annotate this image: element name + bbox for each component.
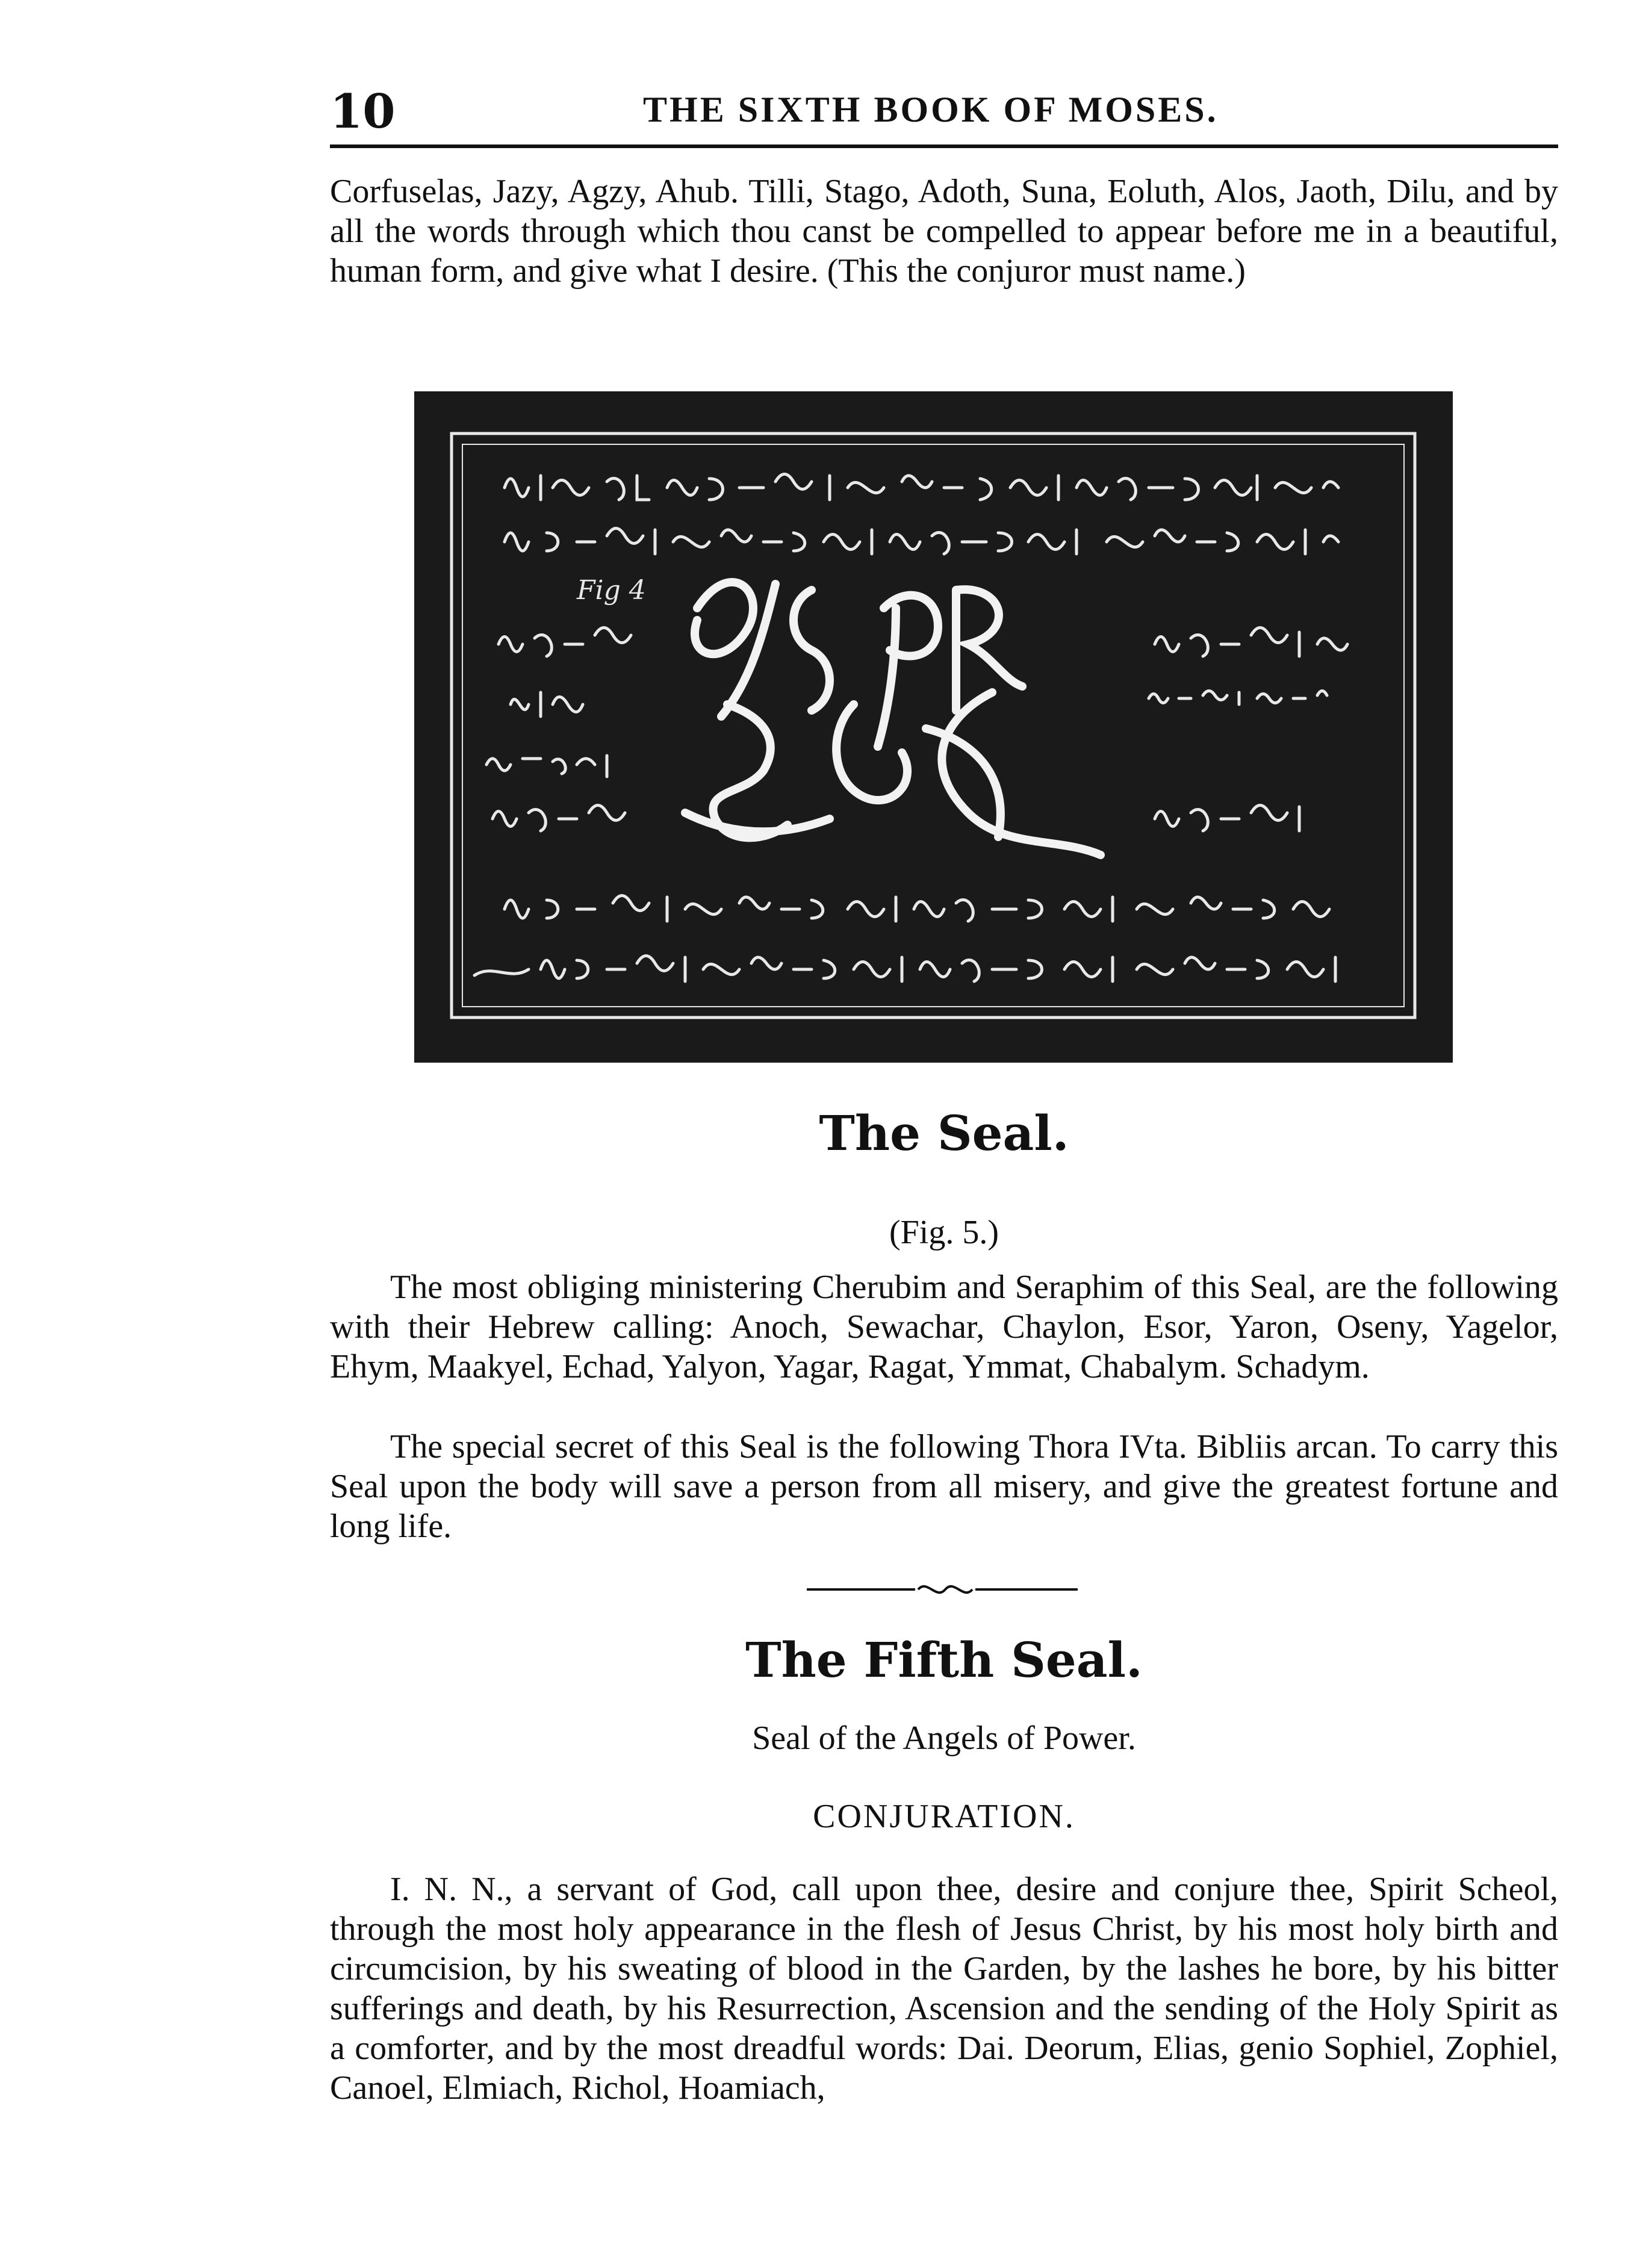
figure-label: Fig 4	[577, 575, 646, 606]
seal-illustration	[414, 391, 1453, 1063]
running-title: THE SIXTH BOOK OF MOSES.	[643, 90, 1219, 129]
header-rule	[330, 144, 1558, 148]
fifth-seal-heading: The Fifth Seal.	[745, 1632, 1143, 1688]
seal-heading: The Seal.	[819, 1105, 1069, 1161]
running-head	[330, 84, 1558, 138]
secret-paragraph: The special secret of this Seal is the following Thora IVta. Bibliis arcan. To carry this Seal upon the body will save a person from all misery, and give the greatest fortune and long life.	[330, 1428, 1558, 1545]
conjuration-label: CONJURATION.	[813, 1798, 1075, 1835]
intro-paragraph: Corfuselas, Jazy, Agzy, Ahub. Tilli, Stago, Adoth, Suna, Eoluth, Alos, Jaoth, Dilu, and by all the words through which thou canst be compelled to appear before me in a beautiful, human form, and give what I desire. (This the conjuror must name.)	[330, 173, 1558, 290]
figure-caption: (Fig. 5.)	[889, 1214, 999, 1251]
seal-figure	[414, 391, 1453, 1063]
section-ornament	[807, 1577, 1078, 1602]
fifth-seal-subtitle: Seal of the Angels of Power.	[752, 1720, 1136, 1757]
conjuration-paragraph: I. N. N., a servant of God, call upon thee, desire and conjure thee, Spirit Scheol, through the most holy appearance in the flesh of Jesus Christ, by his most holy birth and circumcision, by his sweating of blood in the Garden, by the lashes he bore, by his bitter sufferings and death, by his Resurrection, Ascension and the sending of the Holy Spirit as a comforter, and by the most dreadful words: Dai. Deorum, Elias, genio Sophiel, Zophiel, Canoel, Elmiach, Richol, Hoamiach,	[330, 1871, 1558, 2107]
cherubim-paragraph: The most obliging ministering Cherubim and Seraphim of this Seal, are the following with their Hebrew calling: Anoch, Sewachar, Chaylon, Esor, Yaron, Oseny, Yagelor, Ehym, Maakyel, Echad, Yalyon, Yagar, Ragat, Ymmat, Chabalym. Schadym.	[330, 1269, 1558, 1385]
page-number: 10	[330, 84, 396, 139]
